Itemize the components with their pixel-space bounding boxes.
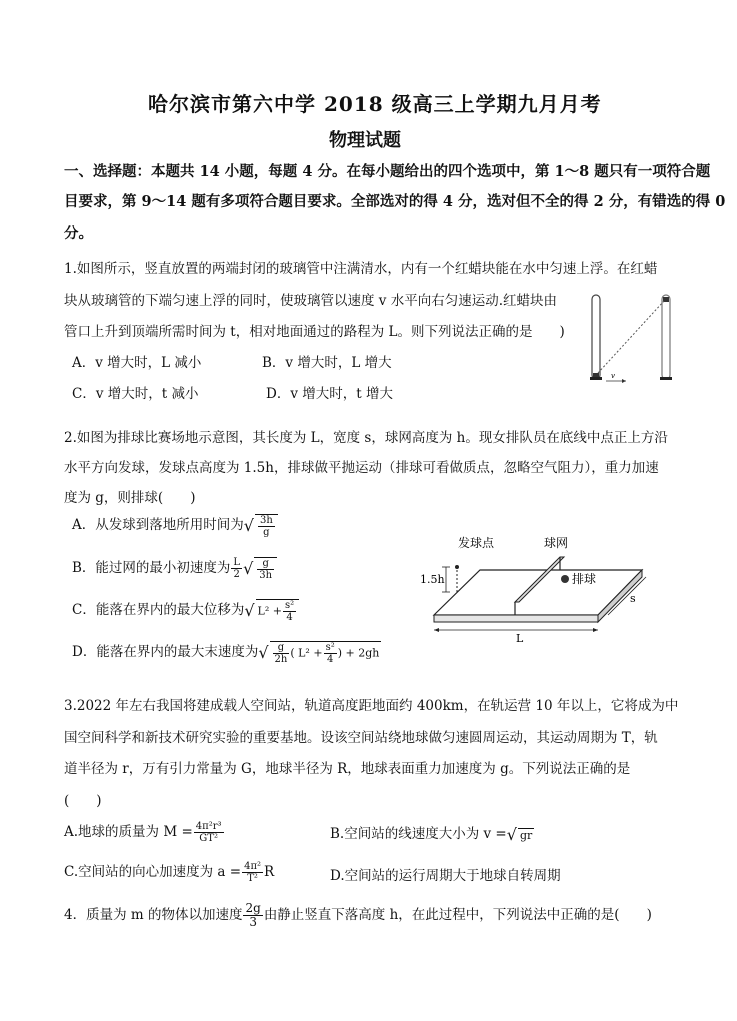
page-title: 哈尔滨市第六中学 2018 级高三上学期九月月考 — [148, 92, 602, 116]
q2-line-3: 度为 g，则排球( ) — [64, 490, 196, 506]
velocity-label: v — [611, 372, 615, 380]
height-label: 1.5h — [420, 573, 445, 586]
section-line-1: 一、选择题：本题共 14 小题，每题 4 分。在每小题给出的四个选项中，第 1～8 题只有一项符合题 — [64, 163, 711, 180]
glass-tube-figure — [582, 287, 682, 387]
q2-option-a: A．从发球到落地所用时间为√ $\frac{3h}{g}$ — [72, 513, 278, 538]
q3-line-1: 3.2022 年左右我国将建成载人空间站，轨道高度距地面约 400km，在轨运营 10 年以上，它将成为中 — [64, 698, 679, 714]
q1-option-d: D．v 增大时，t 增大 — [266, 386, 393, 402]
q3-option-b: B.空间站的线速度大小为 v =√ gr — [330, 825, 533, 844]
q3-line-3: 道半径为 r，万有引力常量为 G，地球半径为 R，地球表面重力加速度为 g。下列说法正确的是 — [64, 761, 631, 777]
q3-option-d: D.空间站的运行周期大于地球自转周期 — [330, 868, 561, 884]
section-line-2: 目要求，第 9～14 题有多项符合题目要求。全部选对的得 4 分，选对但不全的得 2 分，有错选的得 0 — [64, 193, 726, 210]
section-line-3: 分。 — [64, 225, 93, 242]
ball-label: 排球 — [572, 572, 597, 586]
q2-line-1: 2.如图为排球比赛场地示意图，其长度为 L，宽度 s，球网高度为 h。现女排队员在底线中点正上方沿 — [64, 430, 668, 446]
width-label: s — [630, 592, 636, 605]
q3-option-a: A.地球的质量为 M = $\frac{\text{4π²r³}}{\text{GT²}}$ — [64, 821, 222, 844]
q2-line-2: 水平方向发球，发球点高度为 1.5h，排球做平抛运动（排球可看做质点，忽略空气阻力），重力加速 — [64, 460, 659, 476]
q2-option-b: B．能过网的最小初速度为 $\frac{L}{2}$ √ $\frac{g}{3h}$ — [72, 556, 277, 581]
serve-point-label: 发球点 — [458, 536, 495, 550]
q3-line-4: ( ) — [64, 793, 102, 809]
q2-option-c: C．能落在界内的最大位移为√ L² + $\frac{\text{s²}}{4}$ — [72, 598, 299, 623]
q1-line-1: 1.如图所示，竖直放置的两端封闭的玻璃管中注满清水，内有一个红蜡块能在水中匀速上浮。在红蜡 — [64, 261, 658, 277]
q1-option-c: C．v 增大时，t 减小 — [72, 386, 199, 402]
length-label: L — [516, 632, 524, 645]
q3-option-c: C.空间站的向心加速度为 a = $\frac{\text{4π²}}{\text{T²}}$ R — [64, 861, 275, 884]
q2-option-d: D．能落在界内的最大末速度为√ $\frac{g}{2h}$ ( L² + $\frac{\text{s²}}{4}$ ) + 2gh — [72, 641, 380, 665]
q1-option-b: B．v 增大时，L 增大 — [262, 355, 392, 371]
net-label: 球网 — [544, 536, 569, 550]
page-subtitle: 物理试题 — [329, 130, 401, 151]
q3-line-2: 国空间科学和新技术研究实验的重要基地。设该空间站绕地球做匀速圆周运动，其运动周期为 T，轨 — [64, 730, 658, 746]
question-4: 4．质量为 m 的物体以加速度 $\frac{2g}{3}$ 由静止竖直下落高度 h，在此过程中，下列说法中正确的是( ) — [64, 901, 652, 929]
q1-line-3: 管口上升到顶端所需时间为 t，相对地面通过的路程为 L。则下列说法正确的是 ) — [64, 324, 565, 340]
q1-option-a: A．v 增大时，L 减小 — [72, 355, 202, 371]
q1-line-2: 块从玻璃管的下端匀速上浮的同时，使玻璃管以速度 v 水平向右匀速运动.红蜡块由 — [64, 293, 557, 309]
volleyball-court-figure — [420, 530, 650, 645]
